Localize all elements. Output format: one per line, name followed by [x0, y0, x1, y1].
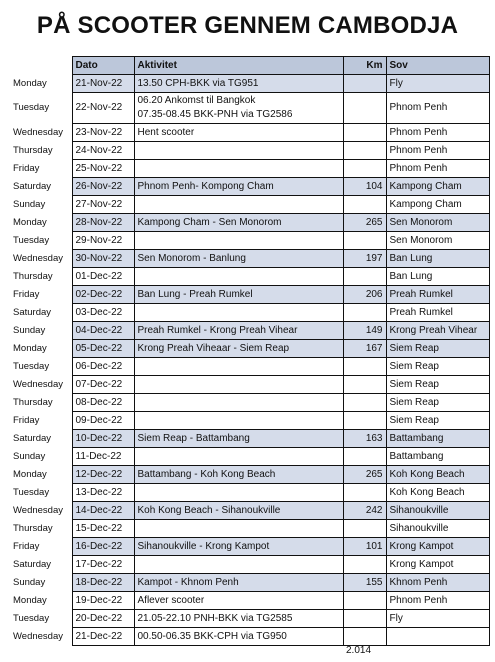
km-cell: [343, 75, 386, 93]
date-cell: 17-Dec-22: [72, 556, 134, 574]
weekday-header: [10, 57, 72, 75]
activity-cell: [134, 520, 343, 538]
km-cell: 167: [343, 340, 386, 358]
activity-cell: [134, 232, 343, 250]
activity-cell: [134, 466, 343, 484]
activity-cell: [134, 610, 343, 628]
table-row: [10, 448, 489, 466]
activity-line: 21.05-22.10 PNH-BKK via TG2585: [137, 613, 293, 624]
km-cell: [343, 412, 386, 430]
activity-line: Hent scooter: [137, 127, 195, 138]
sleep-cell: Krong Preah Vihear: [386, 322, 489, 340]
sleep-cell: Krong Kampot: [386, 556, 489, 574]
table-row: [10, 75, 489, 93]
date-cell: 07-Dec-22: [72, 376, 134, 394]
activity-cell: [134, 75, 343, 93]
km-cell: [343, 196, 386, 214]
weekday-cell: Sunday: [10, 448, 72, 466]
weekday-cell: Thursday: [10, 520, 72, 538]
activity-cell: [134, 358, 343, 376]
date-header: Dato: [72, 57, 134, 75]
table-row: [10, 538, 489, 556]
km-cell: [343, 376, 386, 394]
weekday-cell: Monday: [10, 592, 72, 610]
table-row: [10, 340, 489, 358]
km-cell: [343, 592, 386, 610]
activity-cell: [134, 250, 343, 268]
table-row: [10, 502, 489, 520]
sleep-cell: Preah Rumkel: [386, 304, 489, 322]
sleep-cell: Khnom Penh: [386, 574, 489, 592]
sleep-cell: Phnom Penh: [386, 142, 489, 160]
weekday-cell: Wednesday: [10, 124, 72, 142]
sleep-cell: Kampong Cham: [386, 178, 489, 196]
weekday-cell: Friday: [10, 538, 72, 556]
km-cell: 104: [343, 178, 386, 196]
sleep-cell: Siem Reap: [386, 394, 489, 412]
date-cell: 20-Dec-22: [72, 610, 134, 628]
table-row: [10, 610, 489, 628]
weekday-cell: Saturday: [10, 556, 72, 574]
activity-line: Krong Preah Viheaar - Siem Reap: [137, 343, 290, 354]
activity-cell: [134, 286, 343, 304]
schedule-table: [10, 56, 490, 646]
date-cell: 26-Nov-22: [72, 178, 134, 196]
activity-cell: [134, 448, 343, 466]
date-cell: 27-Nov-22: [72, 196, 134, 214]
weekday-cell: Sunday: [10, 574, 72, 592]
weekday-cell: Tuesday: [10, 610, 72, 628]
activity-cell: [134, 412, 343, 430]
weekday-cell: Monday: [10, 214, 72, 232]
weekday-cell: Friday: [10, 286, 72, 304]
km-cell: 155: [343, 574, 386, 592]
weekday-cell: Tuesday: [10, 358, 72, 376]
date-cell: 14-Dec-22: [72, 502, 134, 520]
table-row: [10, 466, 489, 484]
date-cell: 08-Dec-22: [72, 394, 134, 412]
km-cell: 265: [343, 214, 386, 232]
activity-cell: [134, 340, 343, 358]
table-row: [10, 358, 489, 376]
activity-line: Siem Reap - Battambang: [137, 433, 250, 444]
activity-cell: [134, 628, 343, 646]
sleep-cell: Koh Kong Beach: [386, 466, 489, 484]
sleep-cell: Phnom Penh: [386, 124, 489, 142]
date-cell: 12-Dec-22: [72, 466, 134, 484]
km-cell: 206: [343, 286, 386, 304]
km-cell: [343, 628, 386, 646]
sleep-cell: Preah Rumkel: [386, 286, 489, 304]
sleep-cell: Fly: [386, 610, 489, 628]
table-row: [10, 628, 489, 646]
activity-line: Kampot - Khnom Penh: [137, 577, 239, 588]
table-row: [10, 304, 489, 322]
table-row: [10, 178, 489, 196]
date-cell: 10-Dec-22: [72, 430, 134, 448]
date-cell: 03-Dec-22: [72, 304, 134, 322]
activity-line: Preah Rumkel - Krong Preah Vihear: [137, 325, 298, 336]
activity-line: Aflever scooter: [137, 595, 205, 606]
date-cell: 24-Nov-22: [72, 142, 134, 160]
weekday-cell: Friday: [10, 412, 72, 430]
date-cell: 18-Dec-22: [72, 574, 134, 592]
activity-line: Koh Kong Beach - Sihanoukville: [137, 505, 281, 516]
sleep-cell: Siem Reap: [386, 340, 489, 358]
date-cell: 23-Nov-22: [72, 124, 134, 142]
table-row: [10, 592, 489, 610]
sleep-cell: Phnom Penh: [386, 93, 489, 124]
date-cell: 04-Dec-22: [72, 322, 134, 340]
weekday-cell: Sunday: [10, 196, 72, 214]
sleep-cell: Siem Reap: [386, 358, 489, 376]
activity-line: Kampong Cham - Sen Monorom: [137, 217, 282, 228]
sleep-cell: Kampong Cham: [386, 196, 489, 214]
table-row: [10, 376, 489, 394]
activity-cell: [134, 538, 343, 556]
weekday-cell: Tuesday: [10, 93, 72, 124]
activity-line: Battambang - Koh Kong Beach: [137, 469, 276, 480]
sleep-cell: Ban Lung: [386, 268, 489, 286]
date-cell: 21-Nov-22: [72, 75, 134, 93]
table-row: [10, 484, 489, 502]
weekday-cell: Saturday: [10, 304, 72, 322]
sleep-cell: Koh Kong Beach: [386, 484, 489, 502]
table-row: [10, 160, 489, 178]
date-cell: 19-Dec-22: [72, 592, 134, 610]
date-cell: 29-Nov-22: [72, 232, 134, 250]
header-row: [10, 57, 489, 75]
activity-cell: [134, 178, 343, 196]
table-row: [10, 214, 489, 232]
sleep-header: Sov: [386, 57, 489, 75]
date-cell: 16-Dec-22: [72, 538, 134, 556]
sleep-cell: Battambang: [386, 448, 489, 466]
table-row: [10, 430, 489, 448]
km-cell: [343, 394, 386, 412]
weekday-cell: Wednesday: [10, 250, 72, 268]
activity-cell: [134, 304, 343, 322]
weekday-cell: Wednesday: [10, 376, 72, 394]
date-cell: 28-Nov-22: [72, 214, 134, 232]
date-cell: 11-Dec-22: [72, 448, 134, 466]
date-cell: 25-Nov-22: [72, 160, 134, 178]
weekday-cell: Monday: [10, 75, 72, 93]
km-cell: 101: [343, 538, 386, 556]
date-cell: 01-Dec-22: [72, 268, 134, 286]
weekday-cell: Tuesday: [10, 484, 72, 502]
weekday-cell: Thursday: [10, 268, 72, 286]
sleep-cell: [386, 628, 489, 646]
page-title: PÅ SCOOTER GENNEM CAMBODJA: [36, 12, 459, 39]
weekday-cell: Wednesday: [10, 502, 72, 520]
sleep-cell: Sihanoukville: [386, 520, 489, 538]
table-row: [10, 142, 489, 160]
km-cell: 265: [343, 466, 386, 484]
activity-line: 13.50 CPH-BKK via TG951: [137, 78, 259, 89]
activity-header: Aktivitet: [134, 57, 343, 75]
sleep-cell: Ban Lung: [386, 250, 489, 268]
table-row: [10, 93, 489, 124]
total-km: 2.014: [346, 645, 372, 656]
km-cell: [343, 142, 386, 160]
activity-cell: [134, 93, 343, 124]
activity-cell: [134, 124, 343, 142]
km-cell: [343, 304, 386, 322]
date-cell: 09-Dec-22: [72, 412, 134, 430]
km-cell: [343, 268, 386, 286]
date-cell: 22-Nov-22: [72, 93, 134, 124]
activity-cell: [134, 484, 343, 502]
sleep-cell: Phnom Penh: [386, 592, 489, 610]
km-cell: [343, 484, 386, 502]
date-cell: 21-Dec-22: [72, 628, 134, 646]
activity-cell: [134, 556, 343, 574]
weekday-cell: Sunday: [10, 322, 72, 340]
sleep-cell: Sihanoukville: [386, 502, 489, 520]
weekday-cell: Saturday: [10, 178, 72, 196]
km-cell: [343, 556, 386, 574]
activity-cell: [134, 592, 343, 610]
km-cell: [343, 160, 386, 178]
activity-line: Phnom Penh- Kompong Cham: [137, 181, 274, 192]
weekday-cell: Thursday: [10, 142, 72, 160]
activity-line: Ban Lung - Preah Rumkel: [137, 289, 253, 300]
km-cell: [343, 93, 386, 124]
date-cell: 13-Dec-22: [72, 484, 134, 502]
activity-cell: [134, 160, 343, 178]
km-cell: 149: [343, 322, 386, 340]
activity-cell: [134, 322, 343, 340]
table-row: [10, 574, 489, 592]
activity-cell: [134, 196, 343, 214]
table-row: [10, 232, 489, 250]
activity-line: Sihanoukville - Krong Kampot: [137, 541, 270, 552]
sleep-cell: Phnom Penh: [386, 160, 489, 178]
activity-cell: [134, 214, 343, 232]
sleep-cell: Fly: [386, 75, 489, 93]
activity-line: Sen Monorom - Banlung: [137, 253, 246, 264]
activity-cell: [134, 268, 343, 286]
km-cell: [343, 610, 386, 628]
table-row: [10, 268, 489, 286]
km-cell: [343, 124, 386, 142]
sleep-cell: Sen Monorom: [386, 214, 489, 232]
km-cell: [343, 448, 386, 466]
activity-cell: [134, 574, 343, 592]
sleep-cell: Battambang: [386, 430, 489, 448]
table-row: [10, 124, 489, 142]
activity-cell: [134, 502, 343, 520]
date-cell: 15-Dec-22: [72, 520, 134, 538]
km-cell: 163: [343, 430, 386, 448]
sleep-cell: Siem Reap: [386, 376, 489, 394]
weekday-cell: Monday: [10, 466, 72, 484]
km-header: Km: [343, 57, 386, 75]
activity-line: 06.20 Ankomst til Bangkok: [137, 95, 256, 106]
date-cell: 30-Nov-22: [72, 250, 134, 268]
weekday-cell: Thursday: [10, 394, 72, 412]
table-row: [10, 520, 489, 538]
table-row: [10, 412, 489, 430]
activity-cell: [134, 394, 343, 412]
weekday-cell: Saturday: [10, 430, 72, 448]
activity-line: 00.50-06.35 BKK-CPH via TG950: [137, 631, 287, 642]
km-cell: [343, 232, 386, 250]
weekday-cell: Tuesday: [10, 232, 72, 250]
table-row: [10, 322, 489, 340]
activity-cell: [134, 376, 343, 394]
activity-line: 07.35-08.45 BKK-PNH via TG2586: [137, 109, 293, 120]
table-row: [10, 556, 489, 574]
km-cell: 197: [343, 250, 386, 268]
table-row: [10, 196, 489, 214]
sleep-cell: Krong Kampot: [386, 538, 489, 556]
activity-cell: [134, 142, 343, 160]
date-cell: 06-Dec-22: [72, 358, 134, 376]
table-row: [10, 394, 489, 412]
km-cell: [343, 358, 386, 376]
table-row: [10, 250, 489, 268]
table-row: [10, 286, 489, 304]
date-cell: 02-Dec-22: [72, 286, 134, 304]
sleep-cell: Siem Reap: [386, 412, 489, 430]
sleep-cell: Sen Monorom: [386, 232, 489, 250]
weekday-cell: Friday: [10, 160, 72, 178]
date-cell: 05-Dec-22: [72, 340, 134, 358]
km-cell: 242: [343, 502, 386, 520]
weekday-cell: Monday: [10, 340, 72, 358]
km-cell: [343, 520, 386, 538]
activity-cell: [134, 430, 343, 448]
weekday-cell: Wednesday: [10, 628, 72, 646]
